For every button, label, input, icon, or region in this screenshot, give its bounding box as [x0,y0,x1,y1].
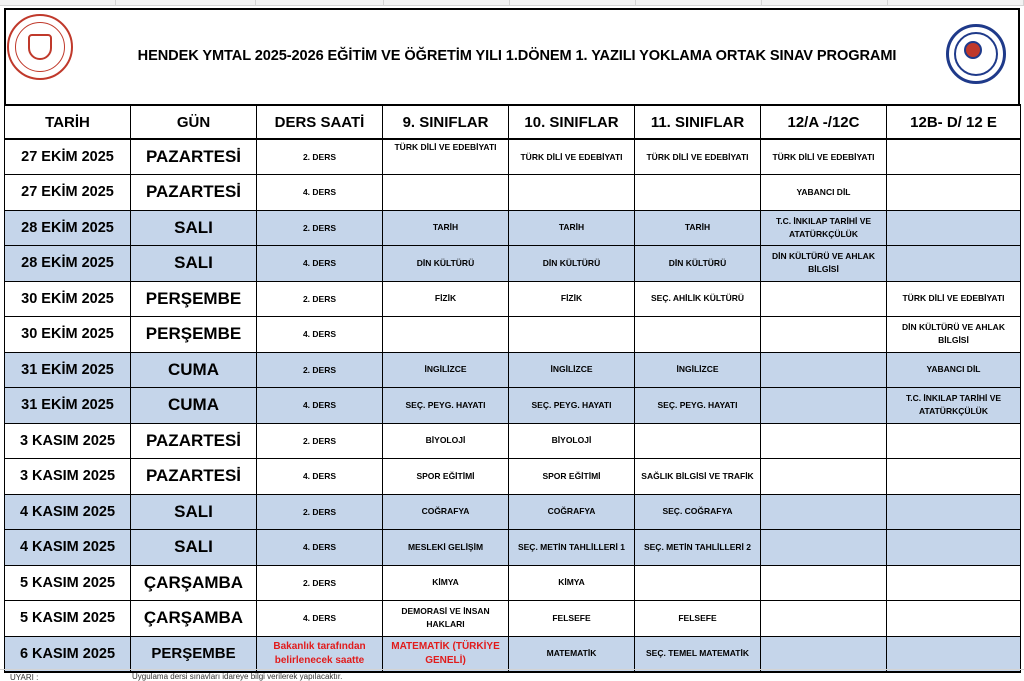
cell-grade-9: İNGİLİZCE [383,352,509,388]
cell-grade-12ac [761,352,887,388]
cell-grade-11 [635,423,761,459]
table-row [5,636,1021,672]
cell-grade-11: FELSEFE [635,601,761,637]
warning-text: Uygulama dersi sınavları idareye bilgi verilerek yapılacaktır. [132,672,343,681]
cell-grade-12be [887,423,1021,459]
cell-grade-11: TARİH [635,210,761,246]
cell-hour: 4. DERS [257,601,383,637]
cell-grade-11: SEÇ. AHİLİK KÜLTÜRÜ [635,281,761,317]
cell-grade-12be [887,210,1021,246]
cell-grade-12be [887,601,1021,637]
cell-grade-12be: DİN KÜLTÜRÜ VE AHLAK BİLGİSİ [887,317,1021,353]
cell-grade-9: DİN KÜLTÜRÜ [383,246,509,282]
cell-grade-12ac [761,459,887,495]
spreadsheet-column-header-strip [0,0,1024,6]
cell-hour: 4. DERS [257,246,383,282]
cell-grade-12ac: YABANCI DİL [761,175,887,211]
cell-grade-10: FELSEFE [509,601,635,637]
cell-date: 31 EKİM 2025 [5,352,131,388]
cell-grade-12ac [761,601,887,637]
cell-hour: 2. DERS [257,494,383,530]
cell-hour: 2. DERS [257,565,383,601]
cell-grade-10 [509,175,635,211]
cell-grade-11: SEÇ. PEYG. HAYATI [635,388,761,424]
cell-day: PAZARTESİ [131,423,257,459]
cell-hour: 2. DERS [257,139,383,175]
cell-day: SALI [131,246,257,282]
warning-label: UYARI : [10,673,39,681]
cell-date: 4 KASIM 2025 [5,530,131,566]
cell-grade-12be [887,246,1021,282]
header-grade-11: 11. SINIFLAR [635,105,761,139]
warning-note [0,669,1024,681]
cell-grade-10: MATEMATİK [509,636,635,672]
cell-grade-9 [383,175,509,211]
cell-grade-12be [887,459,1021,495]
cell-grade-12be [887,530,1021,566]
header-grade-10: 10. SINIFLAR [509,105,635,139]
cell-grade-12ac [761,565,887,601]
cell-grade-11: SEÇ. COĞRAFYA [635,494,761,530]
cell-grade-11: TÜRK DİLİ VE EDEBİYATI [635,139,761,175]
cell-grade-9 [383,317,509,353]
table-row [5,139,1021,175]
cell-date: 30 EKİM 2025 [5,317,131,353]
header-row [5,105,1021,139]
cell-date: 6 KASIM 2025 [5,636,131,672]
table-row [5,210,1021,246]
cell-grade-10: SEÇ. METİN TAHLİLLERİ 1 [509,530,635,566]
cell-grade-10: SPOR EĞİTİMİ [509,459,635,495]
cell-grade-12be [887,175,1021,211]
cell-day: PERŞEMBE [131,281,257,317]
cell-date: 28 EKİM 2025 [5,246,131,282]
cell-grade-10: BİYOLOJİ [509,423,635,459]
cell-date: 27 EKİM 2025 [5,175,131,211]
cell-grade-9: SPOR EĞİTİMİ [383,459,509,495]
cell-hour: 4. DERS [257,530,383,566]
cell-date: 28 EKİM 2025 [5,210,131,246]
cell-date: 27 EKİM 2025 [5,139,131,175]
cell-grade-12ac [761,636,887,672]
table-row [5,317,1021,353]
cell-day: PAZARTESİ [131,459,257,495]
table-row [5,530,1021,566]
schedule-body [5,139,1021,672]
cell-grade-11: SEÇ. METİN TAHLİLLERİ 2 [635,530,761,566]
cell-grade-12ac: T.C. İNKILAP TARİHİ VE ATATÜRKÇÜLÜK [761,210,887,246]
cell-date: 4 KASIM 2025 [5,494,131,530]
cell-grade-11: SEÇ. TEMEL MATEMATİK [635,636,761,672]
table-row [5,246,1021,282]
cell-hour: 2. DERS [257,423,383,459]
cell-day: PAZARTESİ [131,175,257,211]
cell-grade-10: KİMYA [509,565,635,601]
table-row [5,494,1021,530]
cell-grade-12ac [761,281,887,317]
cell-hour: 4. DERS [257,317,383,353]
cell-grade-10 [509,317,635,353]
cell-grade-9: SEÇ. PEYG. HAYATI [383,388,509,424]
document-title: HENDEK YMTAL 2025-2026 EĞİTİM VE ÖĞRETİM YILI 1.DÖNEM 1. YAZILI YOKLAMA ORTAK SINAV PROGRAMI [137,48,897,64]
cell-day: CUMA [131,388,257,424]
cell-grade-11 [635,175,761,211]
cell-grade-12ac [761,317,887,353]
title-row [4,8,1020,104]
cell-grade-12ac [761,388,887,424]
cell-grade-9: DEMORASİ VE İNSAN HAKLARI [383,601,509,637]
cell-hour: 4. DERS [257,388,383,424]
school-logo-icon [946,24,1006,84]
cell-grade-11: İNGİLİZCE [635,352,761,388]
header-date: TARİH [5,105,131,139]
cell-day: PAZARTESİ [131,139,257,175]
table-row [5,388,1021,424]
cell-grade-11 [635,317,761,353]
cell-grade-9: TARİH [383,210,509,246]
header-grade-12be: 12B- D/ 12 E [887,105,1021,139]
cell-grade-9: KİMYA [383,565,509,601]
cell-grade-10: TARİH [509,210,635,246]
cell-day: PERŞEMBE [131,317,257,353]
cell-grade-11 [635,565,761,601]
table-row [5,601,1021,637]
cell-grade-9: MATEMATİK (TÜRKİYE GENELİ) [383,636,509,672]
cell-hour: 2. DERS [257,352,383,388]
exam-schedule-table [4,104,1021,673]
cell-grade-12be [887,565,1021,601]
table-row [5,175,1021,211]
cell-day: CUMA [131,352,257,388]
cell-date: 31 EKİM 2025 [5,388,131,424]
cell-date: 3 KASIM 2025 [5,423,131,459]
cell-day: ÇARŞAMBA [131,601,257,637]
cell-day: SALI [131,530,257,566]
cell-day: SALI [131,210,257,246]
cell-grade-9: COĞRAFYA [383,494,509,530]
cell-grade-12ac: TÜRK DİLİ VE EDEBİYATI [761,139,887,175]
cell-grade-9: MESLEKİ GELİŞİM [383,530,509,566]
cell-grade-12be: T.C. İNKILAP TARİHİ VE ATATÜRKÇÜLÜK [887,388,1021,424]
cell-grade-12ac [761,494,887,530]
cell-day: ÇARŞAMBA [131,565,257,601]
cell-grade-12be [887,139,1021,175]
cell-grade-10: FİZİK [509,281,635,317]
cell-grade-11: DİN KÜLTÜRÜ [635,246,761,282]
cell-date: 3 KASIM 2025 [5,459,131,495]
cell-hour: 4. DERS [257,459,383,495]
cell-date: 5 KASIM 2025 [5,565,131,601]
cell-grade-12be [887,636,1021,672]
cell-grade-12ac [761,530,887,566]
header-grade-9: 9. SINIFLAR [383,105,509,139]
header-hour: DERS SAATİ [257,105,383,139]
cell-grade-11: SAĞLIK BİLGİSİ VE TRAFİK [635,459,761,495]
meb-logo-icon [7,14,73,80]
table-row [5,423,1021,459]
cell-date: 30 EKİM 2025 [5,281,131,317]
cell-grade-12be: TÜRK DİLİ VE EDEBİYATI [887,281,1021,317]
cell-grade-10: SEÇ. PEYG. HAYATI [509,388,635,424]
cell-grade-10: TÜRK DİLİ VE EDEBİYATI [509,139,635,175]
cell-grade-9: FİZİK [383,281,509,317]
cell-grade-12be [887,494,1021,530]
cell-grade-9: TÜRK DİLİ VE EDEBİYATI [383,139,509,175]
cell-grade-10: DİN KÜLTÜRÜ [509,246,635,282]
cell-date: 5 KASIM 2025 [5,601,131,637]
table-row [5,565,1021,601]
cell-grade-10: COĞRAFYA [509,494,635,530]
header-day: GÜN [131,105,257,139]
table-row [5,352,1021,388]
cell-hour: Bakanlık tarafından belirlenecek saatte [257,636,383,672]
cell-day: PERŞEMBE [131,636,257,672]
table-row [5,459,1021,495]
header-grade-12ac: 12/A -/12C [761,105,887,139]
cell-grade-10: İNGİLİZCE [509,352,635,388]
cell-grade-12ac [761,423,887,459]
cell-day: SALI [131,494,257,530]
cell-hour: 2. DERS [257,210,383,246]
cell-hour: 4. DERS [257,175,383,211]
cell-grade-12ac: DİN KÜLTÜRÜ VE AHLAK BİLGİSİ [761,246,887,282]
cell-grade-9: BİYOLOJİ [383,423,509,459]
table-row [5,281,1021,317]
cell-hour: 2. DERS [257,281,383,317]
cell-grade-12be: YABANCI DİL [887,352,1021,388]
